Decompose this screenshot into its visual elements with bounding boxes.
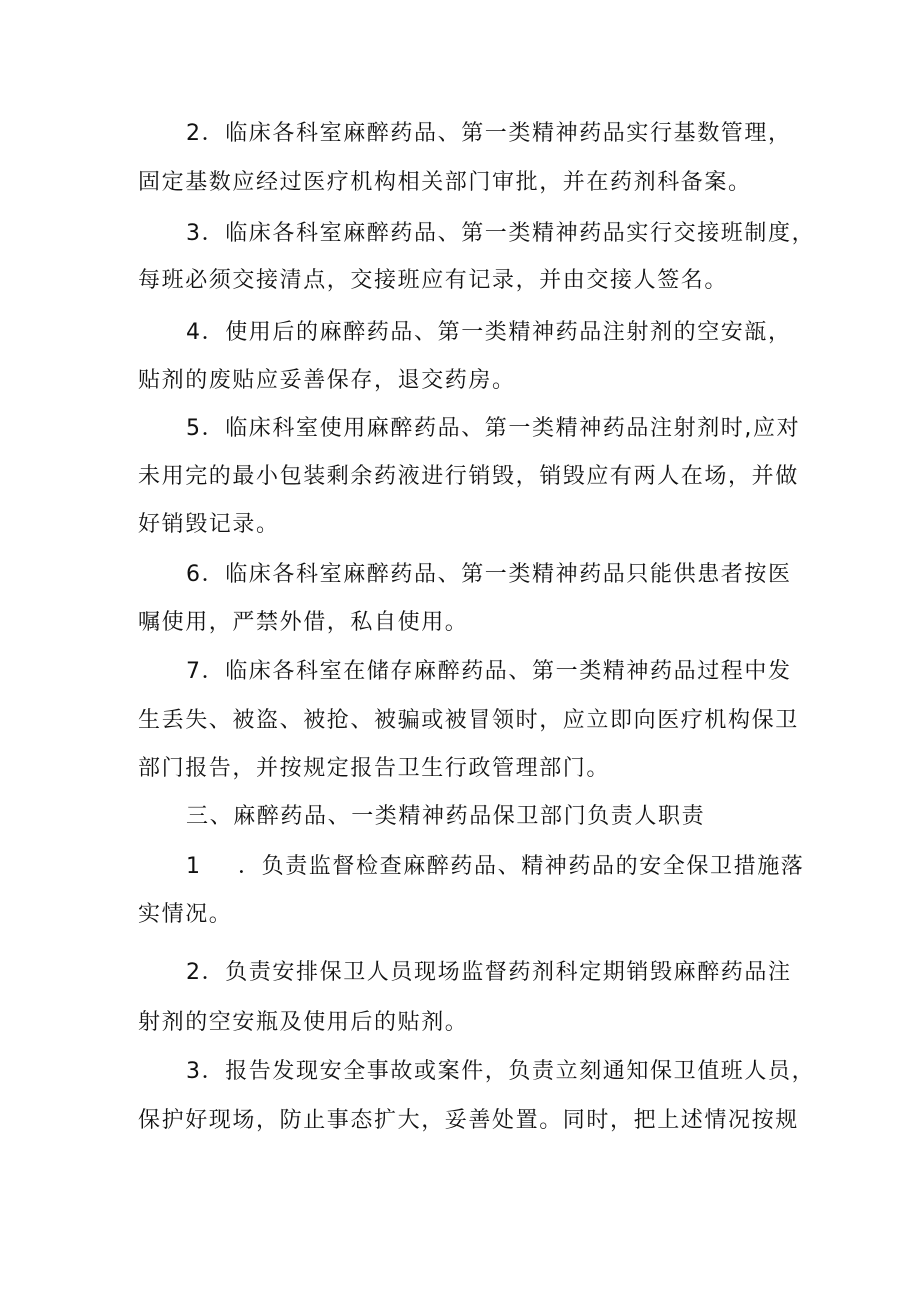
paragraph-line: 固定基数应经过医疗机构相关部门审批，并在药剂科备案。 xyxy=(138,170,752,195)
paragraph-line: 2．临床各科室麻醉药品、第一类精神药品实行基数管理， xyxy=(186,121,792,146)
paragraph-line: 3．报告发现安全事故或案件，负责立刻通知保卫值班人员， xyxy=(186,1059,816,1084)
section-heading: 三、麻醉药品、一类精神药品保卫部门负责人职责 xyxy=(186,804,706,829)
paragraph-text: ．负责监督检查麻醉药品、精神药品的安全保卫措施落 xyxy=(238,854,805,879)
list-number: 1 xyxy=(186,854,202,879)
paragraph-line: 5．临床科室使用麻醉药品、第一类精神药品注射剂时,应对 xyxy=(186,416,801,441)
paragraph-line xyxy=(186,852,846,882)
paragraph-line: 射剂的空安瓶及使用后的贴剂。 xyxy=(138,1010,469,1035)
paragraph-line: 3．临床各科室麻醉药品、第一类精神药品实行交接班制度， xyxy=(186,221,816,246)
paragraph-line: 部门报告，并按规定报告卫生行政管理部门。 xyxy=(138,756,611,781)
paragraph-line: 4．使用后的麻醉药品、第一类精神药品注射剂的空安瓿， xyxy=(186,320,792,345)
paragraph-line: 6．临床各科室麻醉药品、第一类精神药品只能供患者按医 xyxy=(186,562,792,587)
paragraph-line: 7．临床各科室在储存麻醉药品、第一类精神药品过程中发 xyxy=(186,659,792,684)
paragraph-line: 好销毁记录。 xyxy=(138,512,280,537)
paragraph-line: 保护好现场，防止事态扩大，妥善处置。同时，把上述情况按规 xyxy=(138,1108,799,1133)
paragraph-line: 实情况。 xyxy=(138,902,233,927)
paragraph-line: 贴剂的废贴应妥善保存，退交药房。 xyxy=(138,368,516,393)
paragraph-line: 未用完的最小包装剩余药液进行销毁，销毁应有两人在场，并做 xyxy=(138,464,799,489)
paragraph-line: 嘱使用，严禁外借，私自使用。 xyxy=(138,610,469,635)
paragraph-line: 生丢失、被盗、被抢、被骗或被冒领时，应立即向医疗机构保卫 xyxy=(138,708,799,733)
paragraph-line: 每班必须交接清点，交接班应有记录，并由交接人签名。 xyxy=(138,268,729,293)
paragraph-line: 2．负责安排保卫人员现场监督药剂科定期销毁麻醉药品注 xyxy=(186,960,792,985)
